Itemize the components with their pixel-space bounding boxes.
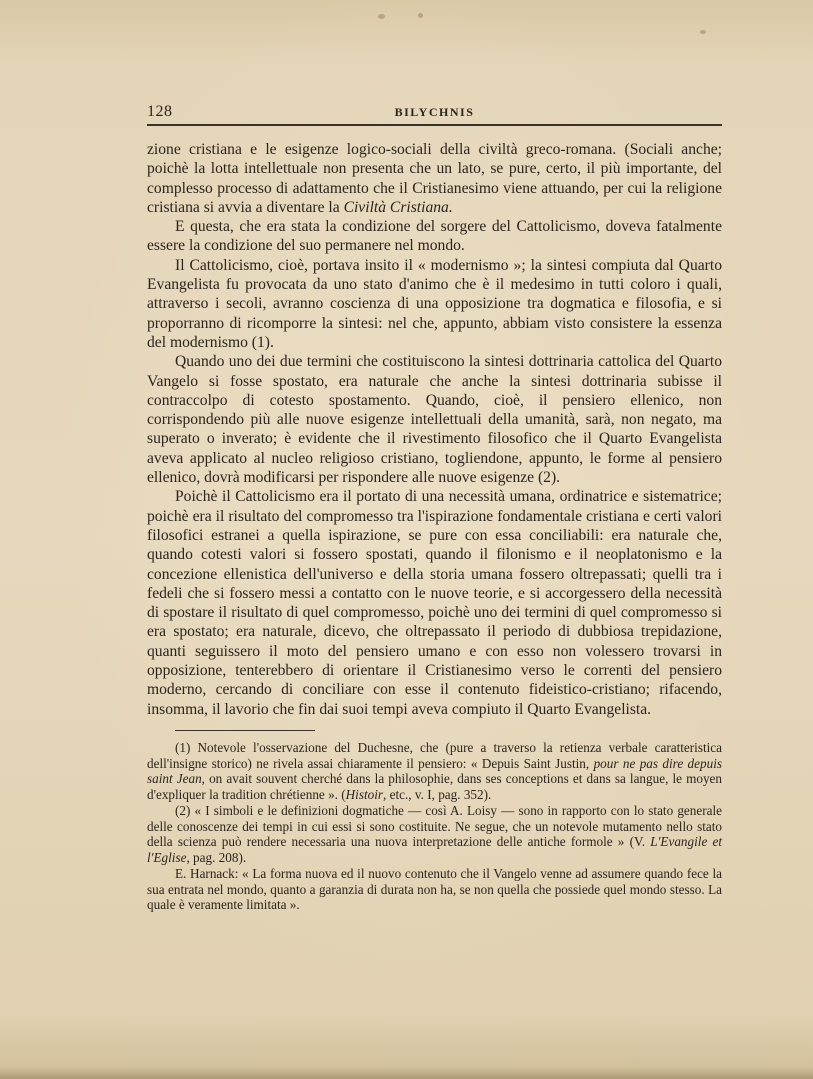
paragraph: Poichè il Cattolicismo era il portato di una necessità umana, ordinatrice e sistematrice; poichè era il risultato del compromesso tra l'ispirazione fondamentale cristiana e certi valori filosofici estranei a quella ispirazione, se pure con essa conciliabili: era naturale che, quando cotesti valori si fossero spostati, quando il filonismo e il neoplatonismo e la concezione ellenistica dell'universo e della storia umana fossero oltrepassati; quelli tra i fedeli che si fossero messi a contatto con le nuove teorie, e si accorgessero della necessità di spostare il risultato di quel compromesso, poichè uno dei termini di quel compromesso si era spostato; era naturale, dicevo, che oltrepassato il periodo di dubbiosa trepidazione, quanti seguissero il moto del pensiero umano e con esso non volessero trovarsi in opposizione, tenterebbero di orientare il Cristianesimo verso le correnti del pensiero moderno, cercando di conciliare con esse il contenuto fideistico-cristiano; rifacendo, insomma, il lavorio che fin dai suoi tempi aveva compiuto il Quarto Evangelista. (147, 488, 722, 718)
paragraph: E questa, che era stata la condizione del sorgere del Cattolicismo, doveva fatalmente essere la condizione del suo permanere nel mondo. (147, 218, 722, 255)
body-text (147, 140, 722, 719)
footnote-text: (2) « I simboli e le definizioni dogmatiche — così A. Loisy — sono in rapporto con lo stato generale delle conoscenze dei tempi in cui essi si sono costituite. Ne segue, che un notevole mutamento nello stato della scienza può rendere necessaria una nuova interpretazione delle antiche formole » (V. (147, 803, 722, 849)
paper-stain (700, 30, 706, 34)
paragraph: Quando uno dei due termini che costituiscono la sintesi dottrinaria cattolica del Quarto Vangelo si fosse spostato, era naturale che anche la sintesi dottrinaria subisse il contraccolpo di cotesto spostamento. Quando, cioè, il pensiero ellenico, non corrispondendo più alle nuove esigenze intellettuali della umanità, sarà, non negato, ma superato o inverato; è evidente che il rivestimento filosofico che il Quarto Evangelista aveva applicato al nucleo religioso cristiano, togliendone, appunto, le forme al pensiero ellenico, dovrà modificarsi per rispondere alle nuove esigenze (2). (147, 353, 722, 487)
italic-text: pour ne pas dire depuis saint Jean (147, 755, 722, 786)
footnote (147, 740, 722, 802)
page-header (147, 103, 722, 125)
italic-text: Histoir (345, 786, 384, 802)
italic-text: L'Evangile et l'Eglise (147, 834, 722, 865)
paragraph-text: zione cristiana e le esigenze logico-sociali della civiltà greco-romana. (Sociali anche; poichè la lotta intellettuale non presenta che un lato, se pure, certo, il più importante, del complesso processo di adattamento che il Cristianesimo viene attuando, per cui la religione cristiana si avvia a diventare la (147, 141, 722, 216)
footnote (147, 803, 722, 865)
footnote-text: , etc., v. I, pag. 352). (383, 786, 492, 802)
paragraph: Il Cattolicismo, cioè, portava insito il « modernismo »; la sintesi compiuta dal Quarto Evangelista fu provocata da uno stato d'animo che è il medesimo in tutti coloro i quali, attraverso i secoli, avranno coscienza di una opposizione tra dogmatica e filosofia, e si proporranno di ricomporre la sintesi: nel che, appunto, abbiam visto consistere la essenza del modernismo (1). (147, 256, 722, 351)
footnote-text: , pag. 208). (186, 849, 247, 865)
footnote-rule (175, 730, 315, 731)
footnote: E. Harnack: « La forma nuova ed il nuovo contenuto che il Vangelo venne ad assumere quando fece la sua entrata nel mondo, quanto a garanzia di durata non ha, se non quella che possiede quel mondo stesso. La quale è veramente limitata ». (147, 866, 722, 912)
footnotes (147, 740, 722, 914)
page-edge (0, 1067, 813, 1079)
header-rule (147, 124, 722, 126)
footnote-text: (1) Notevole l'osservazione del Duchesne, che (pure a traverso la retienza verbale caratteristica dell'insigne storico) ne rivela assai chiaramente il pensiero: « Depuis Saint Justin, (147, 740, 722, 771)
running-head: BILYCHNIS (394, 105, 475, 119)
italic-text: Civiltà Cristiana. (343, 198, 453, 216)
footnote-text: , on avait souvent cherché dans la philosophie, dans ses conceptions et dans sa langue, le moyen d'expliquer la tradition chrétienne ». ( (147, 771, 723, 802)
paper-stain (378, 14, 385, 19)
paper-stain (418, 13, 423, 18)
page-number: 128 (147, 103, 173, 120)
paragraph (147, 140, 722, 217)
